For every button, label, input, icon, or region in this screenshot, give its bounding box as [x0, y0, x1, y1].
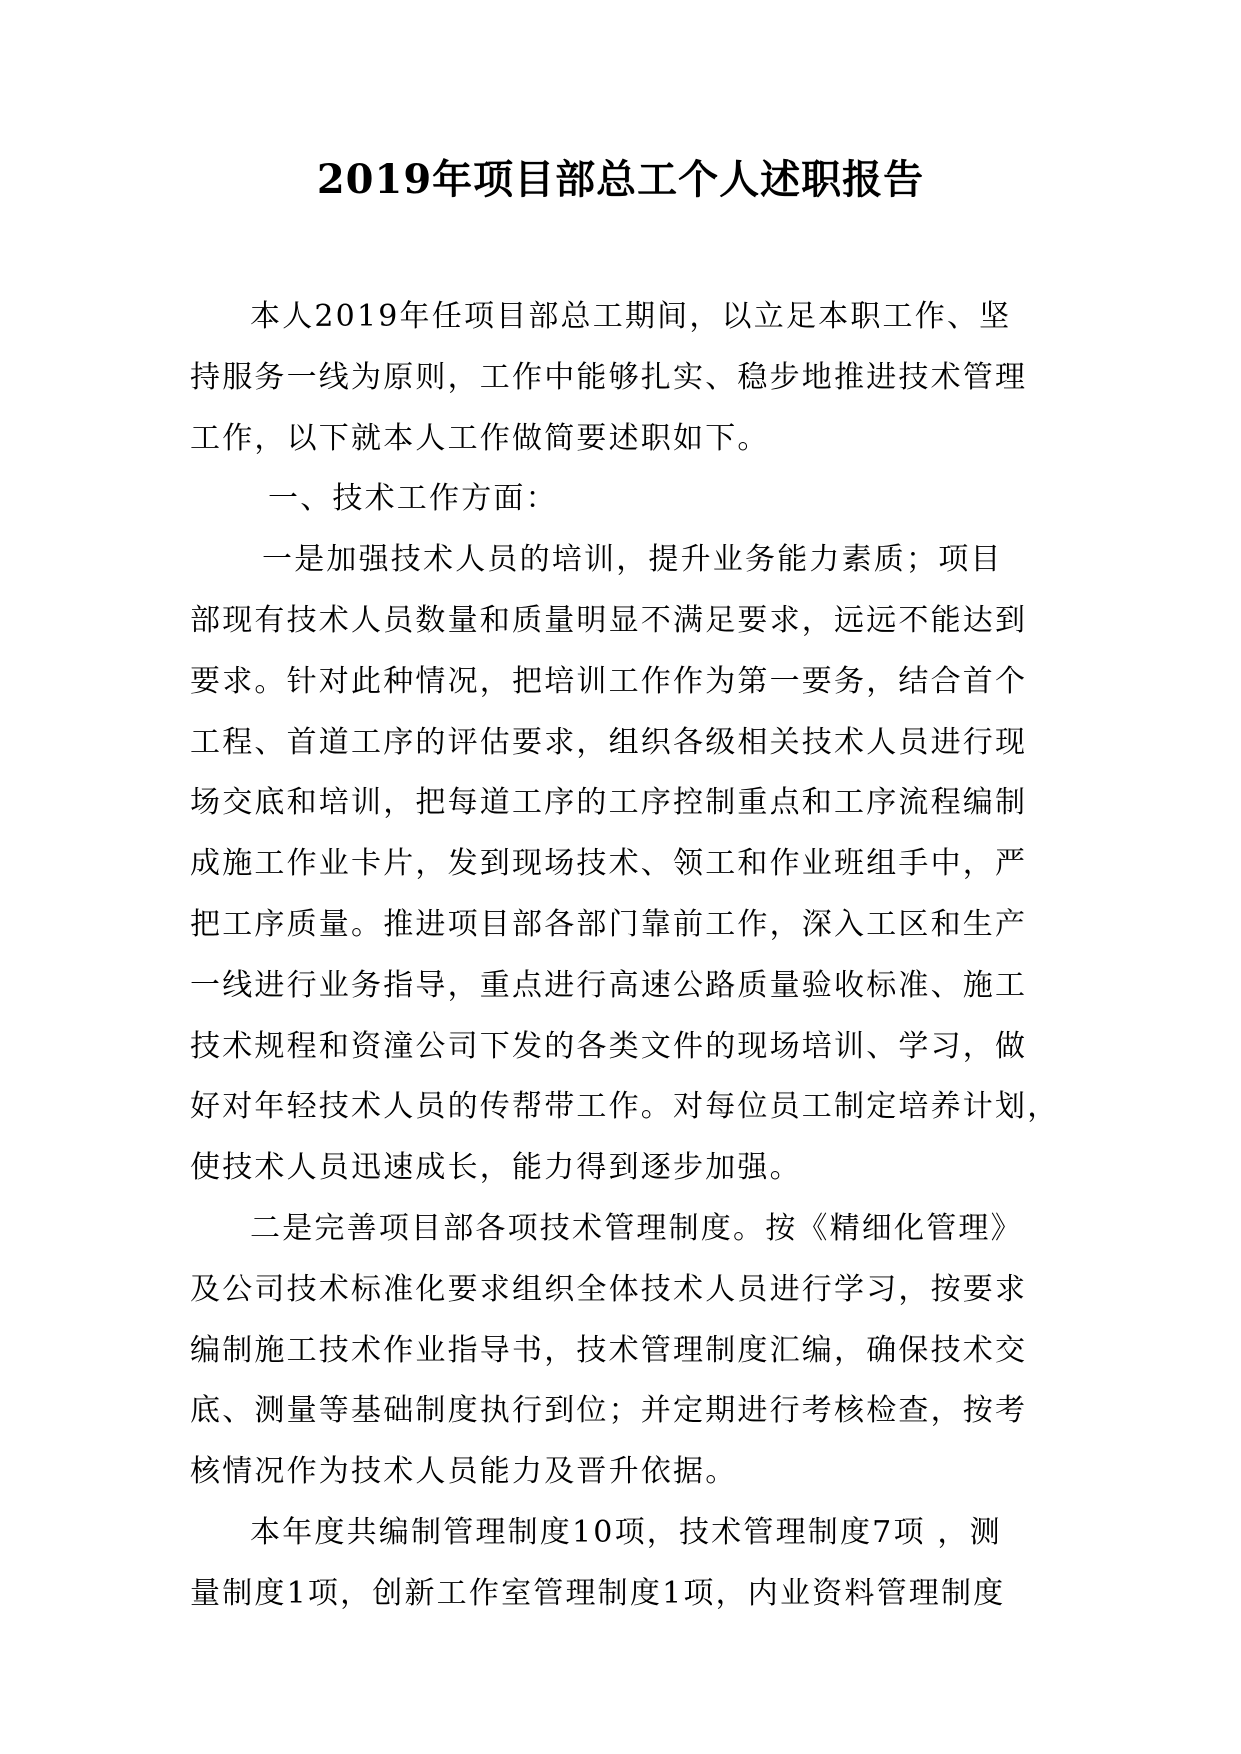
- text-line: 编制施工技术作业指导书，技术管理制度汇编，确保技术交: [190, 1332, 1028, 1368]
- text-line: 使技术人员迅速成长，能力得到逐步加强。: [190, 1150, 802, 1186]
- text-line: 好对年轻技术人员的传帮带工作。对每位员工制定培养计划，: [190, 1089, 1060, 1125]
- text-line: 持服务一线为原则，工作中能够扎实、稳步地推进技术管理: [190, 359, 1028, 395]
- text-line: 量制度1项，创新工作室管理制度1项，内业资料管理制度: [190, 1575, 1006, 1611]
- text-line: 工程、首道工序的评估要求，组织各级相关技术人员进行现: [190, 724, 1028, 760]
- document-title: 2019年项目部总工个人述职报告: [316, 156, 925, 203]
- text-line: 工作，以下就本人工作做简要述职如下。: [190, 420, 770, 456]
- text-line: 本人2019年任项目部总工期间，以立足本职工作、坚: [250, 299, 1012, 334]
- text-line: 核情况作为技术人员能力及晋升依据。: [190, 1454, 738, 1490]
- text-line: 及公司技术标准化要求组织全体技术人员进行学习，按要求: [190, 1271, 1028, 1307]
- text-line: 底、测量等基础制度执行到位；并定期进行考核检查，按考: [190, 1393, 1028, 1429]
- text-line: 本年度共编制管理制度10项，技术管理制度7项 ，测: [250, 1514, 1002, 1550]
- text-line: 成施工作业卡片，发到现场技术、领工和作业班组手中，严: [190, 846, 1028, 882]
- text-line: 二是完善项目部各项技术管理制度。按《精细化管理》: [250, 1210, 1023, 1246]
- text-line: 技术规程和资潼公司下发的各类文件的现场培训、学习，做: [190, 1028, 1028, 1064]
- text-line: 一线进行业务指导，重点进行高速公路质量验收标准、施工: [190, 967, 1028, 1003]
- text-line: 部现有技术人员数量和质量明显不满足要求，远远不能达到: [190, 602, 1028, 638]
- text-line: 把工序质量。推进项目部各部门靠前工作，深入工区和生产: [190, 906, 1028, 942]
- document-body: [190, 287, 1060, 1625]
- text-line: 场交底和培训，把每道工序的工序控制重点和工序流程编制: [190, 785, 1028, 821]
- text-line: 一、技术工作方面：: [268, 481, 558, 517]
- text-line: 要求。针对此种情况，把培训工作作为第一要务，结合首个: [190, 663, 1028, 699]
- text-line: 一是加强技术人员的培训，提升业务能力素质；项目: [262, 542, 1003, 578]
